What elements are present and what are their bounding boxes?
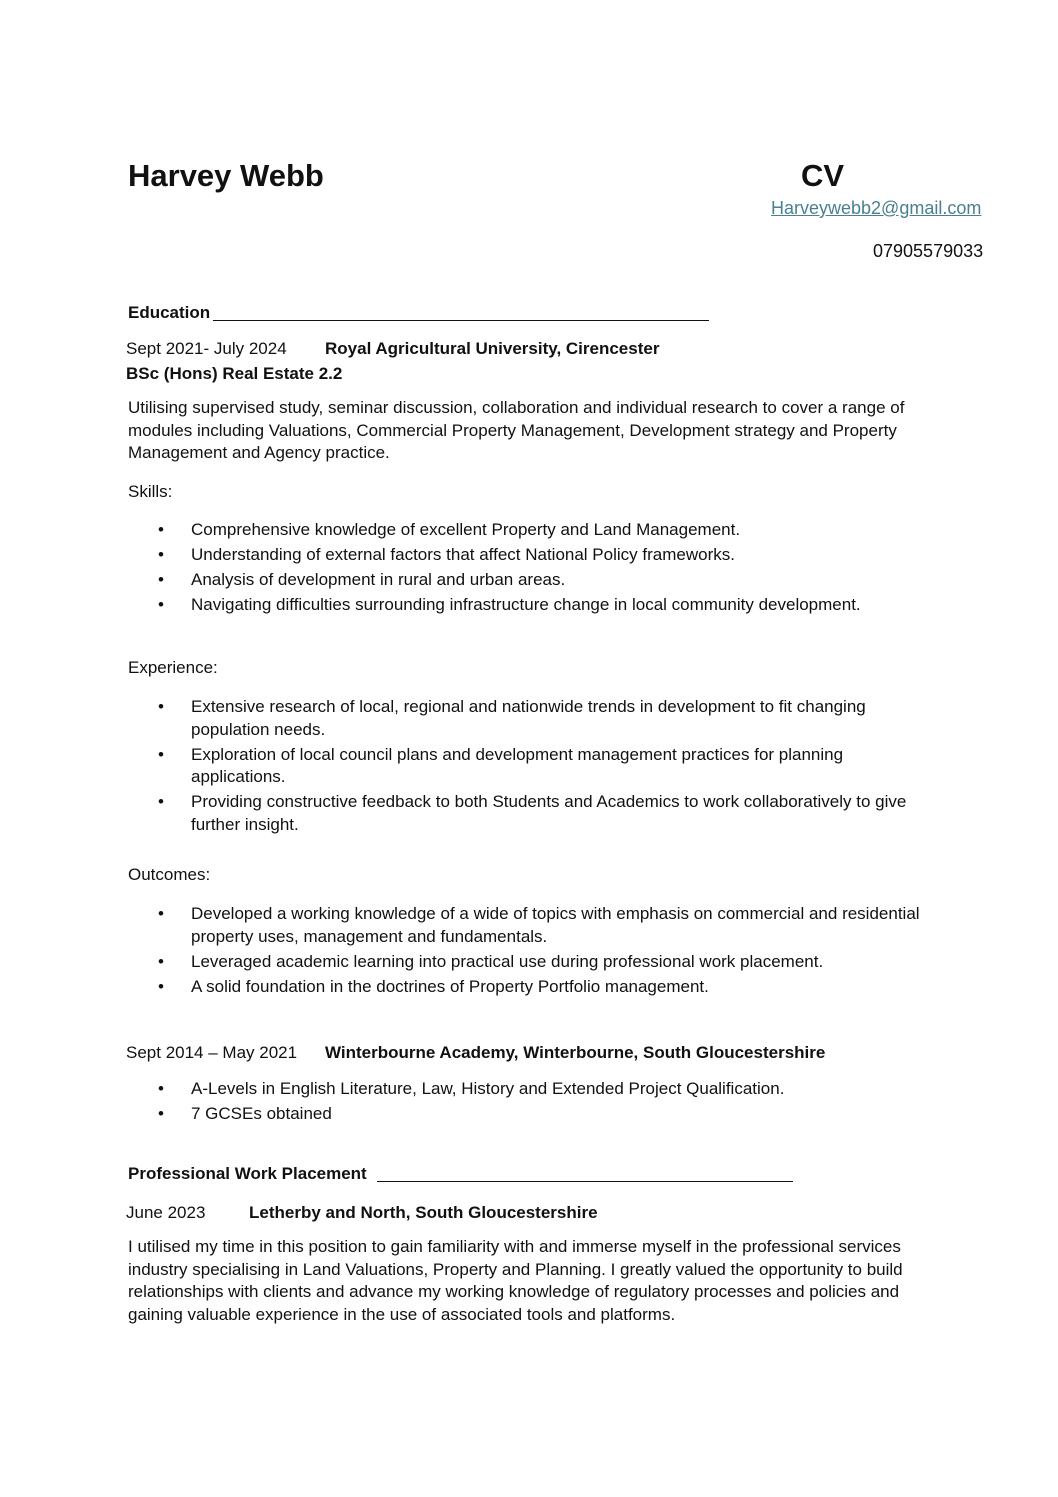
list-item-text: Understanding of external factors that affect National Policy frameworks.	[191, 545, 735, 564]
outcomes-list	[128, 903, 928, 1001]
placement-heading: Professional Work Placement	[128, 1164, 367, 1183]
bullet-glyph: •	[158, 1104, 164, 1123]
school-dates: Sept 2014 – May 2021	[126, 1043, 298, 1062]
list-item-text: Comprehensive knowledge of excellent Property and Land Management.	[191, 520, 741, 539]
experience-label: Experience:	[128, 658, 218, 677]
bullet-glyph: •	[158, 792, 164, 811]
experience-list	[128, 696, 928, 839]
list-item	[128, 791, 928, 836]
degree-title: BSc (Hons) Real Estate 2.2	[126, 364, 343, 383]
list-item	[128, 519, 928, 542]
list-item	[128, 1078, 928, 1101]
education-heading: Education	[128, 303, 211, 322]
education-rule	[213, 320, 709, 321]
bullet-glyph: •	[158, 570, 164, 589]
placement-employer: Letherby and North, South Gloucestershire	[249, 1203, 598, 1222]
list-item	[128, 903, 928, 948]
list-item	[128, 696, 928, 741]
university-description: Utilising supervised study, seminar discussion, collaboration and individual research to cover a range of modules including Valuations, Commercial Property Management, Development strategy and Property Management and Agency practice.	[128, 398, 905, 462]
cv-label: CV	[801, 158, 845, 193]
skills-label: Skills:	[128, 482, 173, 501]
email-link[interactable]: Harveywebb2@gmail.com	[771, 198, 982, 218]
bullet-glyph: •	[158, 744, 164, 764]
phone-number: 07905579033	[873, 241, 984, 261]
list-item-text: A solid foundation in the doctrines of Property Portfolio management.	[191, 976, 709, 996]
skills-list	[128, 519, 928, 619]
list-item	[128, 544, 928, 567]
list-item	[128, 594, 928, 617]
list-item-text: 7 GCSEs obtained	[191, 1104, 332, 1123]
list-item	[128, 951, 928, 974]
list-item-text: Analysis of development in rural and urban areas.	[191, 570, 566, 589]
list-item-text: Navigating difficulties surrounding infrastructure change in local community development.	[191, 595, 861, 614]
list-item	[128, 744, 928, 789]
bullet-glyph: •	[158, 520, 164, 539]
placement-dates: June 2023	[126, 1203, 206, 1222]
list-item	[128, 569, 928, 592]
list-item	[128, 1103, 928, 1126]
list-item	[128, 976, 928, 999]
placement-description: I utilised my time in this position to gain familiarity with and immerse myself in the professional services industry specialising in Land Valuations, Property and Planning. I greatly valued the opportunity to build relationships with clients and advance my working knowledge of regulatory processes and policies and gaining valuable experience in the use of associated tools and platforms.	[128, 1237, 903, 1324]
bullet-glyph: •	[158, 904, 164, 923]
bullet-glyph: •	[158, 951, 164, 971]
bullet-glyph: •	[158, 595, 164, 614]
list-item-text: Exploration of local council plans and development management practices for planning applications.	[191, 744, 844, 786]
school-name: Winterbourne Academy, Winterbourne, South Gloucestershire	[325, 1043, 826, 1062]
bullet-glyph: •	[158, 545, 164, 564]
bullet-glyph: •	[158, 697, 164, 716]
list-item-text: Extensive research of local, regional and nationwide trends in development to fit changing population needs.	[191, 697, 866, 739]
school-list	[128, 1078, 928, 1128]
placement-rule	[377, 1181, 793, 1182]
list-item-text: A-Levels in English Literature, Law, History and Extended Project Qualification.	[191, 1079, 785, 1098]
outcomes-label: Outcomes:	[128, 865, 211, 884]
university-name: Royal Agricultural University, Cirencester	[325, 339, 660, 358]
candidate-name: Harvey Webb	[128, 158, 324, 193]
bullet-glyph: •	[158, 1079, 164, 1098]
list-item-text: Leveraged academic learning into practical use during professional work placement.	[191, 951, 824, 971]
university-dates: Sept 2021- July 2024	[126, 339, 287, 358]
list-item-text: Providing constructive feedback to both Students and Academics to work collaboratively to give further insight.	[191, 792, 907, 834]
list-item-text: Developed a working knowledge of a wide of topics with emphasis on commercial and residential property uses, management and fundamentals.	[191, 904, 920, 946]
bullet-glyph: •	[158, 976, 164, 996]
